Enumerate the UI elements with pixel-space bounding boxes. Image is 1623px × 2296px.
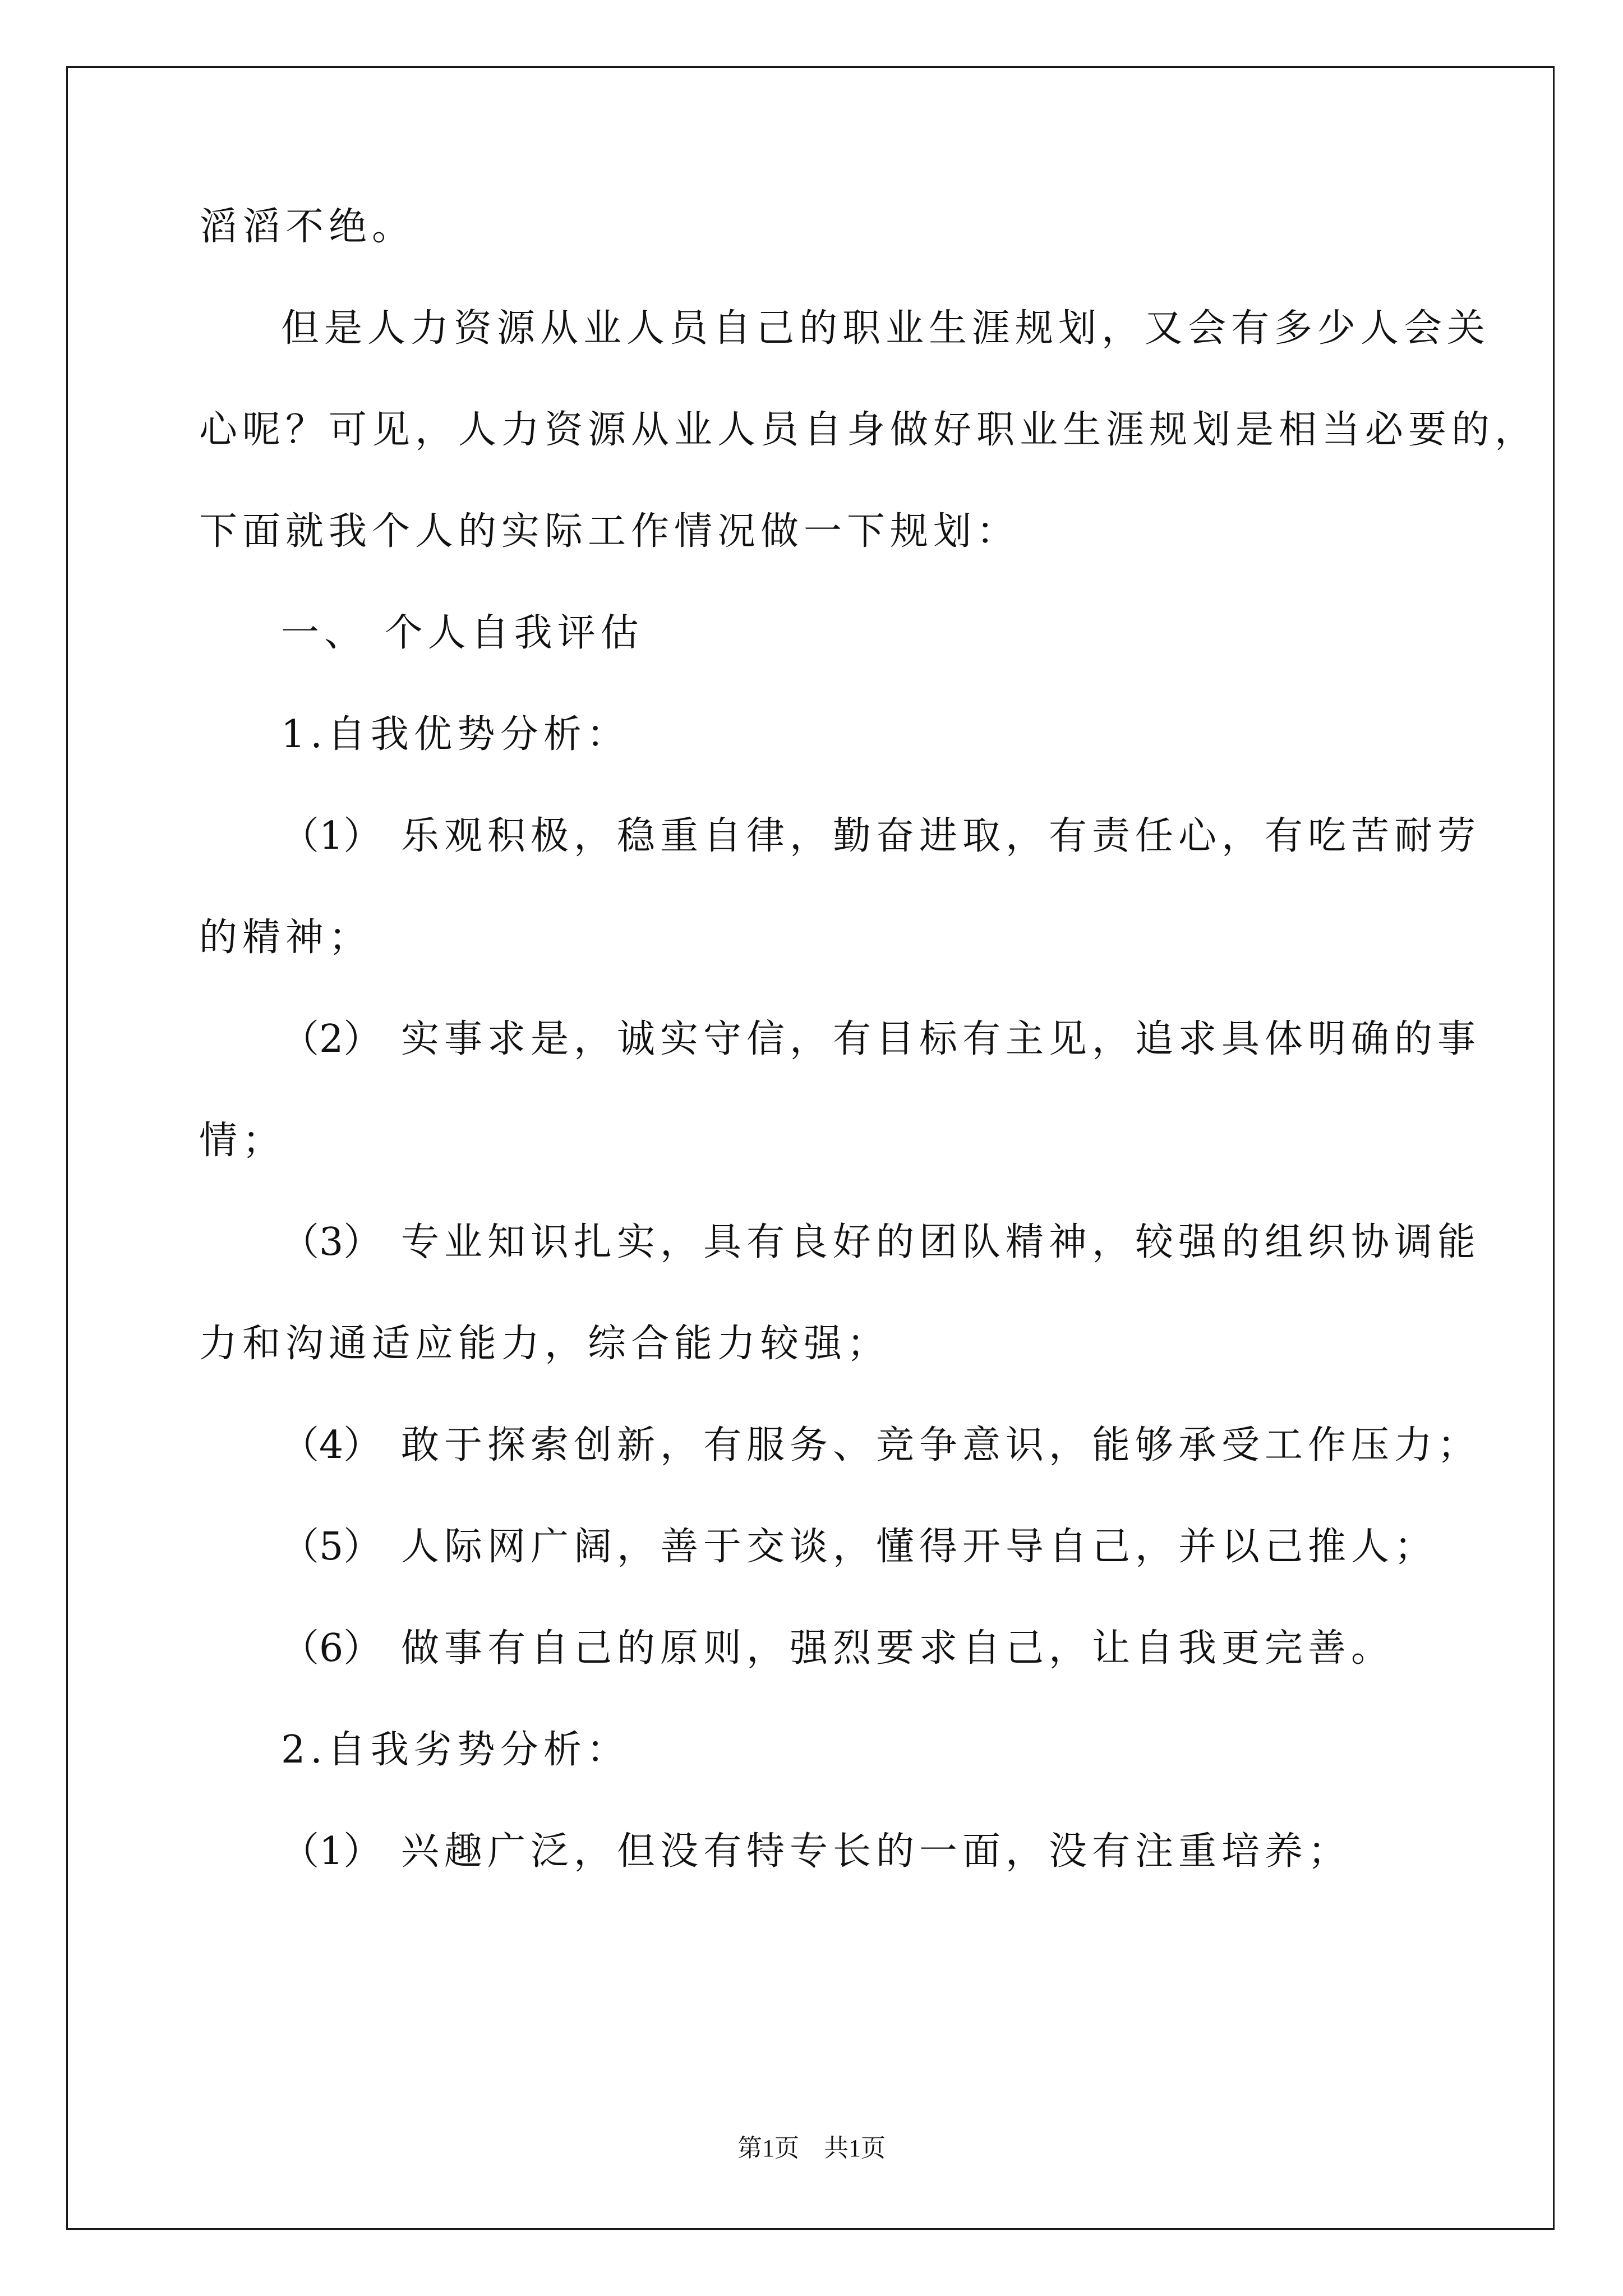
paragraph-line: 但是人力资源从业人员自己的职业生涯规划，又会有多少人会关 — [281, 306, 1491, 351]
list-item — [281, 1217, 1481, 1268]
list-item — [281, 1420, 1481, 1471]
paragraph-line: 力和沟通适应能力，综合能力较强； — [199, 1322, 891, 1366]
item-number: （6） — [281, 1626, 382, 1671]
item-text: 人际网广阔，善于交谈，懂得开导自己，并以己推人； — [401, 1525, 1438, 1569]
item-number: （5） — [281, 1525, 382, 1569]
paragraph-line: 情； — [199, 1119, 286, 1163]
section-heading: 一、 个人自我评估 — [281, 611, 644, 655]
list-item — [281, 811, 1481, 862]
subsection-heading: 2.自我劣势分析： — [281, 1728, 630, 1772]
list-item — [281, 1522, 1437, 1572]
item-number: （4） — [281, 1423, 382, 1467]
page-border — [66, 66, 1555, 2230]
item-number: （2） — [281, 1017, 382, 1061]
item-number: （1） — [281, 814, 382, 858]
item-text: 敢于探索创新，有服务、竞争意识，能够承受工作压力； — [401, 1423, 1481, 1467]
item-number: （3） — [281, 1220, 382, 1264]
paragraph-line: 下面就我个人的实际工作情况做一下规划： — [199, 509, 1020, 554]
subsection-heading: 1.自我优势分析： — [281, 712, 630, 757]
item-number: （1） — [281, 1829, 382, 1874]
list-item — [281, 1014, 1481, 1065]
page-number-footer: 第1页 共1页 — [737, 2134, 886, 2162]
list-item — [281, 1826, 1351, 1877]
paragraph-line: 的精神； — [199, 915, 372, 960]
item-text: 实事求是，诚实守信，有目标有主见，追求具体明确的事 — [401, 1017, 1481, 1061]
list-item — [281, 1623, 1394, 1674]
item-text: 专业知识扎实，具有良好的团队精神，较强的组织协调能 — [401, 1220, 1481, 1264]
item-text: 乐观积极，稳重自律，勤奋进取，有责任心，有吃苦耐劳 — [401, 814, 1481, 858]
paragraph-line: 心呢？可见，人力资源从业人员自身做好职业生涯规划是相当必要的， — [199, 408, 1538, 452]
paragraph-line: 滔滔不绝。 — [199, 205, 416, 249]
item-text: 兴趣广泛，但没有特专长的一面，没有注重培养； — [401, 1829, 1352, 1874]
item-text: 做事有自己的原则，强烈要求自己，让自我更完善。 — [401, 1626, 1395, 1671]
